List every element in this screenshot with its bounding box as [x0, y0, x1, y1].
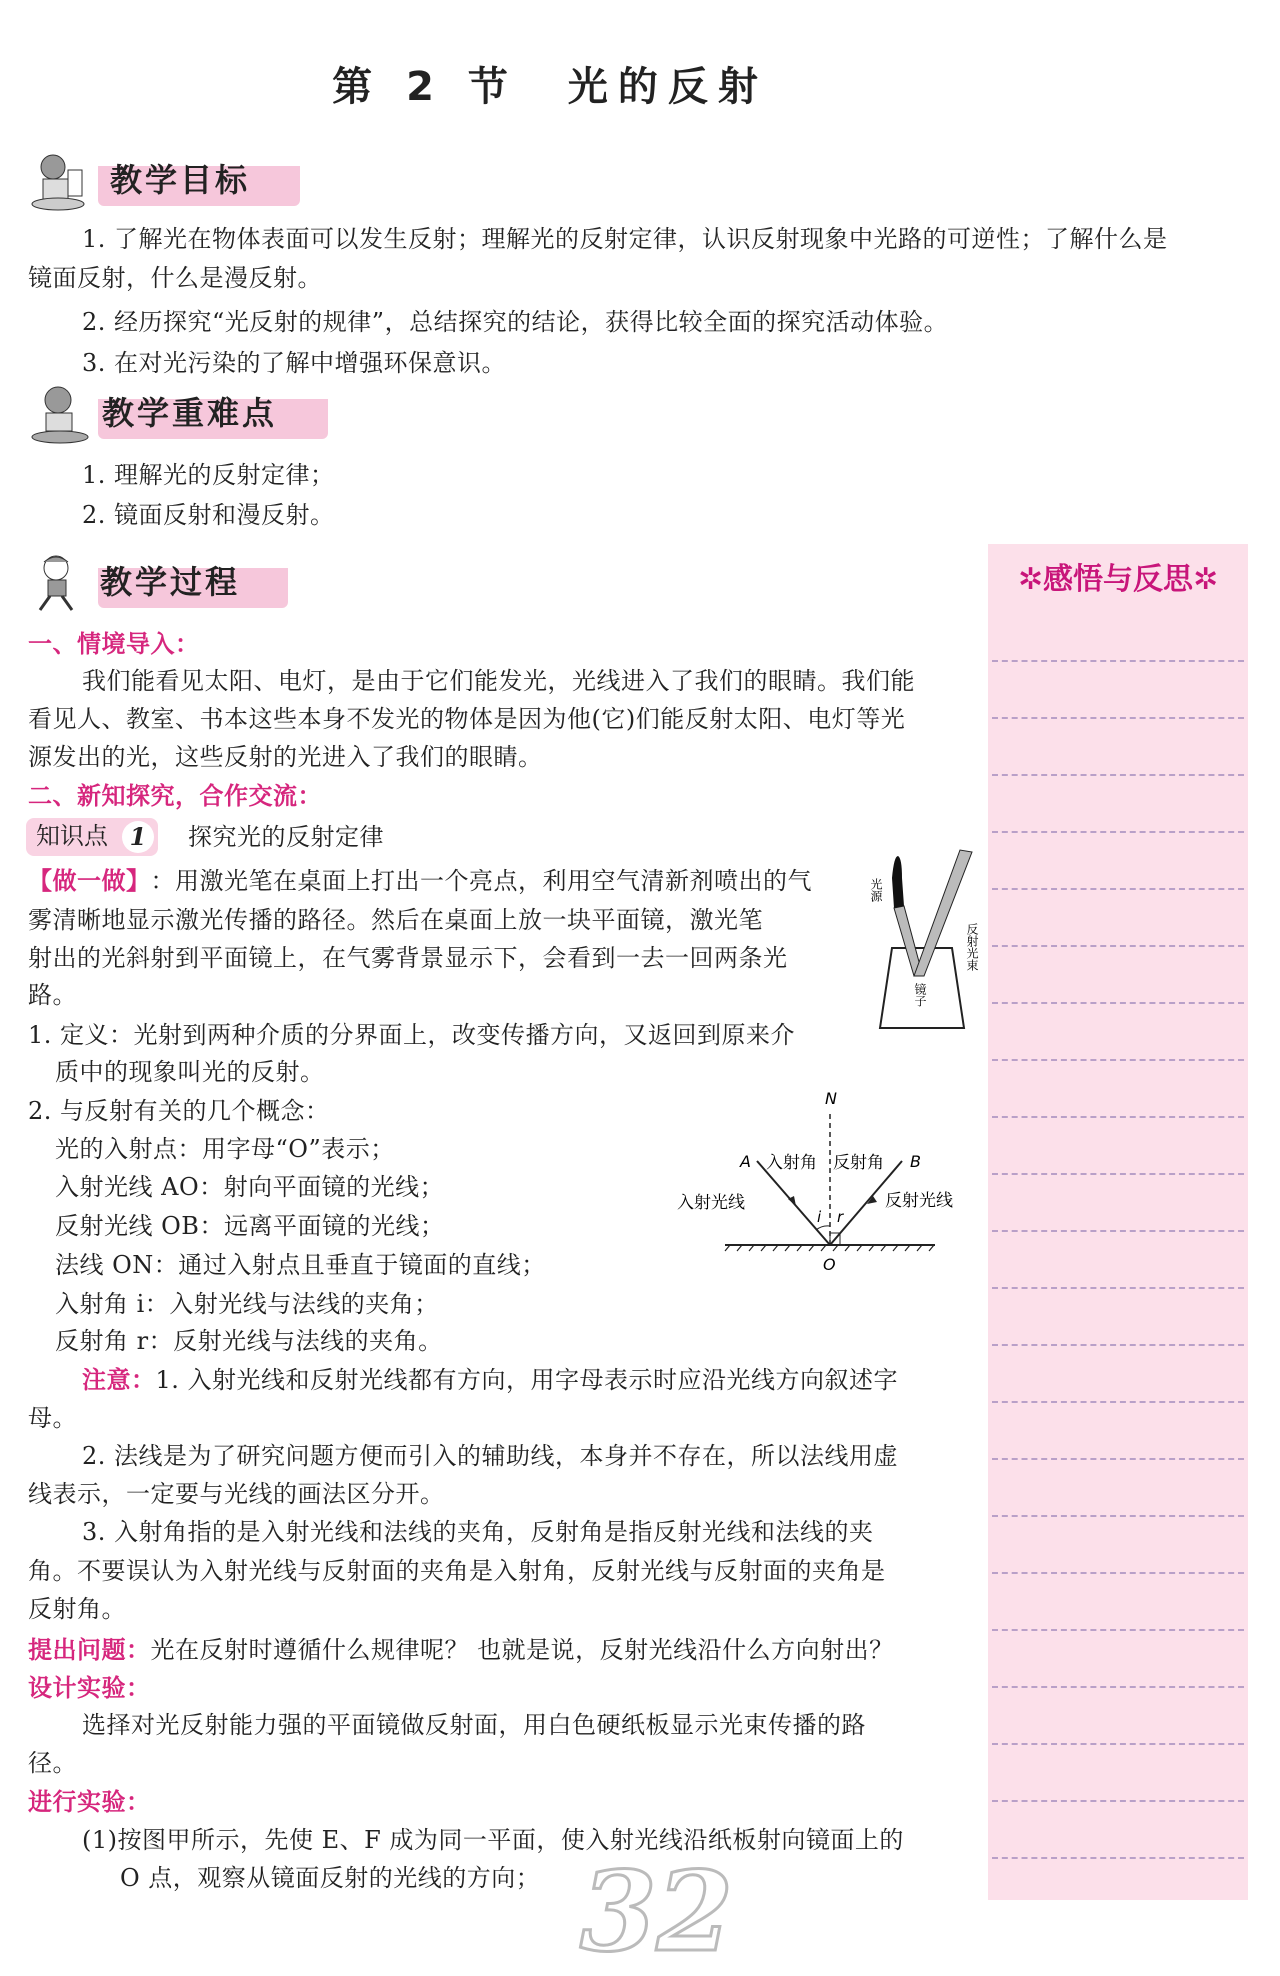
page-title: 第 2 节 光的反射 — [332, 64, 768, 110]
do-line: 射出的光斜射到平面镜上，在气雾背景显示下，会看到一去一回两条光 — [28, 944, 788, 972]
writing-line — [992, 1401, 1244, 1403]
note-line: 3. 入射角指的是入射光线和法线的夹角，反射角是指反射光线和法线的夹 — [82, 1518, 874, 1546]
source-label: 光源 — [869, 878, 883, 902]
subheading-intro: 一、情境导入： — [28, 630, 200, 658]
definition-line: 1. 定义：光射到两种介质的分界面上，改变传播方向，又返回到原来介 — [28, 1021, 796, 1049]
student-thinking-icon — [28, 385, 98, 445]
note-line: 1. 入射光线和反射光线都有方向，用字母表示时应沿光线方向叙述字 — [155, 1366, 899, 1394]
student-running-icon — [28, 554, 98, 614]
angle-i-arc — [816, 1226, 830, 1230]
goal-line: 2. 经历探究“光反射的规律”，总结探究的结论，获得比较全面的探究活动体验。 — [82, 308, 949, 336]
knowledge-point-badge — [26, 818, 158, 856]
mirror-beam-figure — [869, 848, 982, 1033]
note-line: 2. 法线是为了研究问题方便而引入的辅助线，本身并不存在，所以法线用虚 — [82, 1442, 899, 1470]
writing-line — [992, 1173, 1244, 1175]
label-reflection-angle: 反射角 — [833, 1153, 884, 1173]
do-line: 路。 — [28, 981, 77, 1009]
writing-line — [992, 1686, 1244, 1688]
sidebar-title: ✲感悟与反思✲ — [1017, 562, 1219, 597]
beam-label: 反射光束 — [965, 923, 979, 971]
label-incident-ray: 入射光线 — [677, 1193, 745, 1213]
definition-line: 质中的现象叫光的反射。 — [55, 1058, 325, 1086]
experiment-line: (1)按图甲所示，先使 E、F 成为同一平面，使入射光线沿纸板射向镜面上的 — [82, 1826, 904, 1854]
kp-title: 探究光的反射定律 — [188, 823, 384, 851]
writing-line — [992, 945, 1244, 947]
concept-line: 入射光线 AO：射向平面镜的光线； — [55, 1173, 445, 1201]
writing-line — [992, 1287, 1244, 1289]
page-number: 32 — [580, 1847, 734, 1976]
label-incident-angle: 入射角 — [766, 1153, 817, 1173]
writing-line — [992, 1116, 1244, 1118]
writing-line — [992, 888, 1244, 890]
experiment-line: O 点，观察从镜面反射的光线的方向； — [120, 1864, 541, 1892]
intro-line: 看见人、教室、书本这些本身不发光的物体是因为他(它)们能反射太阳、电灯等光 — [28, 705, 906, 733]
do-line: ：用激光笔在桌面上打出一个亮点，利用空气清新剂喷出的气 — [150, 867, 812, 895]
label-i: i — [817, 1208, 822, 1226]
note-line: 角。不要误认为入射光线与反射面的夹角是入射角，反射光线与反射面的夹角是 — [28, 1557, 886, 1585]
design-line: 选择对光反射能力强的平面镜做反射面，用白色硬纸板显示光束传播的路 — [82, 1711, 866, 1739]
writing-line — [992, 1344, 1244, 1346]
writing-line — [992, 717, 1244, 719]
writing-line — [992, 774, 1244, 776]
mirror-label: 镜子 — [913, 983, 927, 1007]
label-o: O — [823, 1255, 836, 1274]
concept-line: 反射角 r：反射光线与法线的夹角。 — [55, 1327, 443, 1355]
experiment-label: 进行实验： — [28, 1788, 151, 1816]
writing-line — [992, 1572, 1244, 1574]
writing-line — [992, 1515, 1244, 1517]
reflection-notes-sidebar — [988, 544, 1248, 1900]
goal-line: 3. 在对光污染的了解中增强环保意识。 — [82, 349, 507, 377]
question-text: 光在反射时遵循什么规律呢？ 也就是说，反射光线沿什么方向射出？ — [150, 1636, 894, 1664]
label-n: N — [825, 1089, 837, 1108]
reflection-diagram — [670, 1090, 980, 1280]
writing-line — [992, 1857, 1244, 1859]
concept-line: 法线 ON：通过入射点且垂直于镜面的直线； — [55, 1251, 546, 1279]
writing-line — [992, 1743, 1244, 1745]
kp-number: 1 — [122, 821, 154, 853]
kp-label: 知识点 — [36, 822, 108, 850]
note-label: 注意： — [82, 1366, 156, 1394]
writing-line — [992, 1458, 1244, 1460]
light-source-icon — [892, 856, 904, 908]
key-line: 2. 镜面反射和漫反射。 — [82, 501, 335, 529]
section-title: 教学过程 — [100, 563, 241, 601]
label-reflected-ray: 反射光线 — [885, 1191, 953, 1211]
concept-line: 光的入射点：用字母“O”表示； — [55, 1135, 395, 1163]
goal-line: 镜面反射，什么是漫反射。 — [28, 264, 322, 292]
question-label: 提出问题： — [28, 1636, 151, 1664]
writing-line — [992, 660, 1244, 662]
subheading-explore: 二、新知探究，合作交流： — [28, 782, 322, 810]
writing-line — [992, 1002, 1244, 1004]
label-b: B — [910, 1152, 921, 1171]
note-line: 母。 — [28, 1404, 77, 1432]
label-r: r — [837, 1208, 844, 1226]
key-line: 1. 理解光的反射定律； — [82, 461, 335, 489]
writing-line — [992, 1230, 1244, 1232]
design-line: 径。 — [28, 1749, 77, 1777]
writing-line — [992, 831, 1244, 833]
do-line: 雾清晰地显示激光传播的路径。然后在桌面上放一块平面镜，激光笔 — [28, 906, 763, 934]
writing-line — [992, 1800, 1244, 1802]
design-label: 设计实验： — [28, 1674, 151, 1702]
concept-line: 入射角 i：入射光线与法线的夹角； — [55, 1290, 439, 1318]
intro-line: 我们能看见太阳、电灯，是由于它们能发光，光线进入了我们的眼睛。我们能 — [82, 667, 915, 695]
label-a: A — [740, 1152, 751, 1171]
writing-line — [992, 1059, 1244, 1061]
concept-line: 2. 与反射有关的几个概念： — [28, 1097, 330, 1125]
section-title: 教学目标 — [110, 161, 251, 199]
do-label: 【做一做】 — [28, 867, 151, 895]
note-line: 反射角。 — [28, 1595, 126, 1623]
concept-line: 反射光线 OB：远离平面镜的光线； — [55, 1212, 445, 1240]
intro-line: 源发出的光，这些反射的光进入了我们的眼睛。 — [28, 743, 543, 771]
section-title: 教学重难点 — [102, 394, 278, 432]
note-line: 线表示，一定要与光线的画法区分开。 — [28, 1480, 445, 1508]
student-reading-icon — [28, 152, 98, 212]
writing-line — [992, 1629, 1244, 1631]
goal-line: 1. 了解光在物体表面可以发生反射；理解光的反射定律，认识反射现象中光路的可逆性；了解什么是 — [82, 225, 1168, 253]
